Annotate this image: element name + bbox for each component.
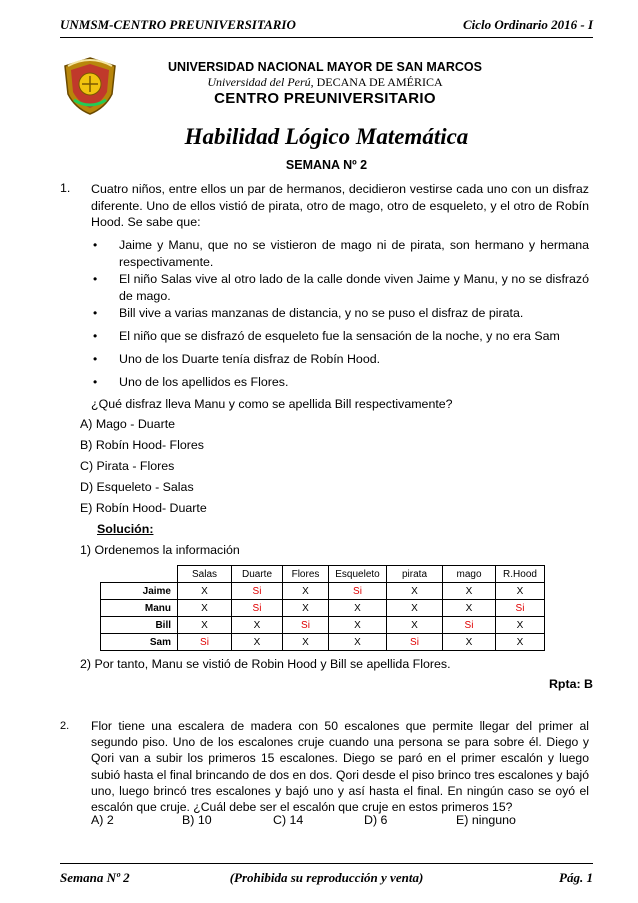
university-subtitle <box>130 75 520 90</box>
footer-right: Pág. 1 <box>559 870 593 885</box>
table-row <box>101 617 545 634</box>
bullet-icon: • <box>93 375 98 389</box>
problem-2-number: 2. <box>60 720 70 732</box>
table-cell: X <box>496 617 545 634</box>
solution-step-2: 2) Por tanto, Manu se vistió de Robin Hood y Bill se apellida Flores. <box>80 657 451 671</box>
bullet-item-2: El niño Salas vive al otro lado de la calle donde viven Jaime y Manu, y no se disfrazó de mago. <box>119 272 589 303</box>
table-cell: Si <box>232 583 283 600</box>
option-c: C) Pirata - Flores <box>80 459 175 473</box>
footer-center: (Prohibida su reproducción y venta) <box>229 870 424 885</box>
table-cell: Si <box>387 634 443 651</box>
table-cell: X <box>443 583 496 600</box>
table-cell: X <box>178 600 232 617</box>
table-header: Flores <box>283 566 329 583</box>
page-title: Habilidad Lógico Matemática <box>184 124 469 149</box>
table-cell: Si <box>283 617 329 634</box>
solution-table <box>100 565 545 651</box>
table-cell: Si <box>329 583 387 600</box>
bullet-item-5: Uno de los Duarte tenía disfraz de Robín Hood. <box>119 352 381 366</box>
table-cell: X <box>329 634 387 651</box>
table-cell: X <box>232 617 283 634</box>
table-cell: X <box>178 583 232 600</box>
table-cell: X <box>178 617 232 634</box>
table-header: R.Hood <box>496 566 545 583</box>
bullet-item-4: El niño que se disfrazó de esqueleto fue la sensación de la noche, y no era Sam <box>119 329 560 343</box>
table-cell: X <box>283 583 329 600</box>
week-label: SEMANA Nº 2 <box>285 158 368 172</box>
table-header: mago <box>443 566 496 583</box>
p2-option-e: E) ninguno <box>456 813 516 827</box>
p2-option-b: B) 10 <box>182 813 212 827</box>
bullet-icon: • <box>93 238 98 252</box>
header-rule <box>60 37 593 38</box>
table-row <box>101 634 545 651</box>
p2-option-d: D) 6 <box>364 813 388 827</box>
problem-1-question: ¿Qué disfraz lleva Manu y como se apellida Bill respectivamente? <box>91 397 453 411</box>
p2-option-a: A) 2 <box>91 813 114 827</box>
university-subtitle-rest: , DECANA DE AMÉRICA <box>310 75 443 89</box>
table-row-label: Manu <box>101 600 178 617</box>
option-b: B) Robín Hood- Flores <box>80 438 204 452</box>
table-header: Duarte <box>232 566 283 583</box>
solution-step-1: 1) Ordenemos la información <box>80 543 240 557</box>
table-row <box>101 600 545 617</box>
table-row-label: Jaime <box>101 583 178 600</box>
bullet-item-3: Bill vive a varias manzanas de distancia, y no se puso el disfraz de pirata. <box>119 306 524 320</box>
bullet-icon: • <box>93 306 98 320</box>
bullet-icon: • <box>93 272 98 286</box>
solution-label: Solución: <box>97 522 154 536</box>
table-header-row <box>101 566 545 583</box>
footer-left: Semana Nº 2 <box>60 870 130 885</box>
table-cell: X <box>329 617 387 634</box>
option-a: A) Mago - Duarte <box>80 417 176 431</box>
table-row <box>101 583 545 600</box>
option-d: D) Esqueleto - Salas <box>80 480 194 494</box>
table-corner <box>101 566 178 583</box>
table-header: pirata <box>387 566 443 583</box>
university-name: UNIVERSIDAD NACIONAL MAYOR DE SAN MARCOS <box>168 60 482 74</box>
table-cell: X <box>496 583 545 600</box>
table-cell: Si <box>232 600 283 617</box>
table-cell: X <box>283 600 329 617</box>
bullet-item-6: Uno de los apellidos es Flores. <box>119 375 289 389</box>
footer-rule <box>60 863 593 864</box>
table-cell: X <box>387 583 443 600</box>
table-header: Salas <box>178 566 232 583</box>
bullet-icon: • <box>93 352 98 366</box>
problem-2-text: Flor tiene una escalera de madera con 50 escalones que permite llegar del primer al segundo piso. Uno de los escalones cruje cuando una persona se para sobre él. Diego y Qori van a subir los primeros 15 escalones. Diego se paró en el primer escalón y luego subió hasta el final brincando de dos en dos. Qori desde el piso brinco tres escalones y bajó uno, luego brincó tres escalones y bajó uno y así hasta el final. En ningún caso se oyó el escalón que cruje. ¿Cuál debe ser el escalón que cruje en estos primeros 15? <box>91 719 589 815</box>
problem-1-number: 1. <box>60 181 71 195</box>
table-row-label: Sam <box>101 634 178 651</box>
table-cell: X <box>443 634 496 651</box>
header-right: Ciclo Ordinario 2016 - I <box>462 17 593 32</box>
p2-option-c: C) 14 <box>273 813 304 827</box>
answer-label: Rpta: B <box>548 677 593 691</box>
bullet-item-1: Jaime y Manu, que no se vistieron de mago ni de pirata, son hermano y hermana respectivamente. <box>119 238 589 269</box>
table-cell: X <box>329 600 387 617</box>
table-header: Esqueleto <box>329 566 387 583</box>
header-left: UNMSM-CENTRO PREUNIVERSITARIO <box>60 17 296 32</box>
table-cell: X <box>387 617 443 634</box>
bullet-icon: • <box>93 329 98 343</box>
table-cell: X <box>232 634 283 651</box>
university-seal-logo <box>60 56 120 116</box>
table-cell: Si <box>178 634 232 651</box>
university-subtitle-italic: Universidad del Perú <box>207 75 311 89</box>
table-cell: X <box>387 600 443 617</box>
table-cell: Si <box>443 617 496 634</box>
table-cell: X <box>283 634 329 651</box>
problem-1-text: Cuatro niños, entre ellos un par de hermanos, decidieron vestirse cada uno con un disfraz diferente. Uno de ellos vistió de pirata, otro de mago, otro de esqueleto, y el otro de Robín Hood. Se sabe que: <box>91 182 589 229</box>
table-row-label: Bill <box>101 617 178 634</box>
centro-title: CENTRO PREUNIVERSITARIO <box>214 90 436 107</box>
table-cell: X <box>496 634 545 651</box>
table-cell: Si <box>496 600 545 617</box>
option-e: E) Robín Hood- Duarte <box>80 501 207 515</box>
table-cell: X <box>443 600 496 617</box>
